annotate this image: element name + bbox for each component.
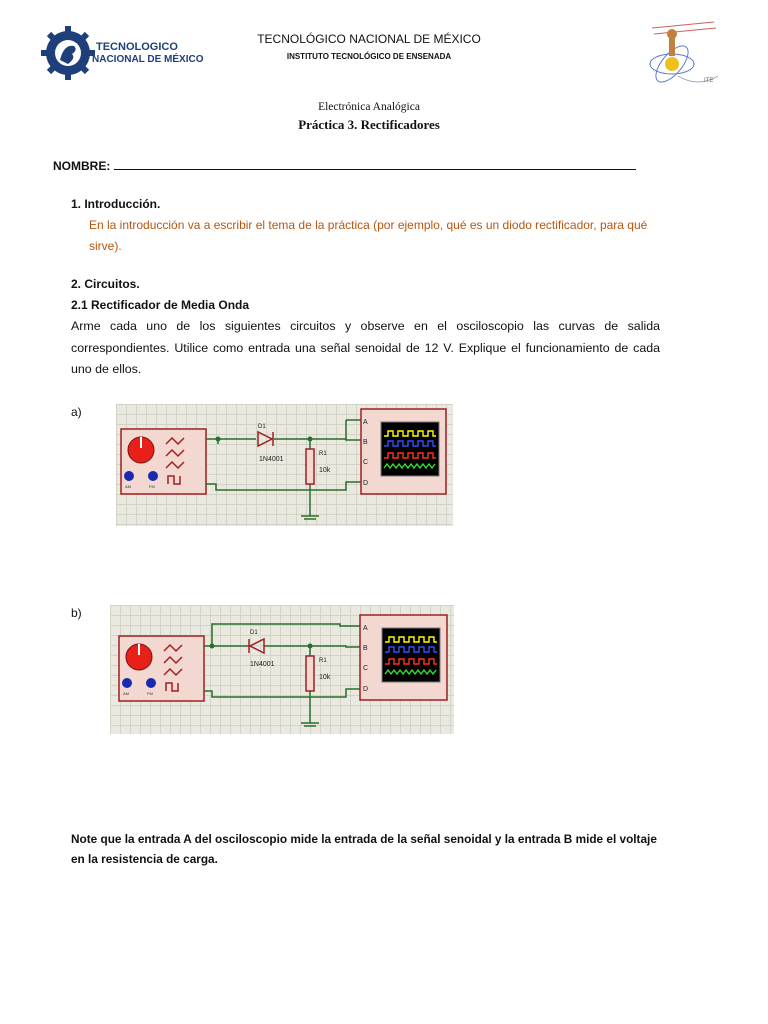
svg-text:C: C [363,665,369,672]
intro-text: En la introducción va a escribir el tema de la práctica (por ejemplo, qué es un diodo rectificador, para qué sirve). [89,218,648,253]
institution-name: TECNOLÓGICO NACIONAL DE MÉXICO [257,32,481,46]
diode-symbol [250,639,264,653]
diode-symbol [258,432,272,446]
svg-text:A: A [363,625,368,632]
diode-ref: D1 [250,630,258,636]
diode-part: 1N4001 [250,661,275,668]
svg-text:B: B [363,645,368,652]
resistor-value: 10k [319,467,331,474]
campus-name: INSTITUTO TECNOLÓGICO DE ENSENADA [286,52,452,61]
circuits-subheading: 2.1 Rectificador de Media Onda [71,298,250,312]
page-title: Práctica 3. Rectificadores [298,117,440,132]
name-field [53,158,636,173]
figure-b-label: b) [71,606,82,620]
name-blank-line [114,158,636,170]
circuits-heading: 2. Circuitos. [71,277,140,291]
svg-text:D: D [363,480,369,487]
svg-text:B: B [363,439,368,446]
logo-text-line1: TECNOLOGICO [96,41,178,53]
resistor-value: 10k [319,674,331,681]
course-name: Electrónica Analógica [318,101,420,113]
name-label: NOMBRE: [53,159,111,173]
circuit-a [116,404,453,526]
svg-text:D: D [363,686,369,693]
svg-text:AM: AM [123,691,129,696]
diode-ref: D1 [258,424,266,430]
resistor-ref: R1 [319,451,327,457]
ite-logo-text: ITE [704,78,714,84]
resistor-symbol [306,656,314,691]
svg-text:C: C [363,459,369,466]
resistor-symbol [306,449,314,484]
svg-text:FM: FM [147,691,153,696]
resistor-ref: R1 [319,658,327,664]
note-text: Note que la entrada A del osciloscopio mide la entrada de la señal senoidal y la entrada B mide el voltaje en la resistencia de carga. [71,832,657,866]
svg-text:AM: AM [125,484,131,489]
diode-part: 1N4001 [259,456,284,463]
intro-heading: 1. Introducción. [71,197,161,211]
logo-text-line2: NACIONAL DE MÉXICO [92,54,204,65]
svg-text:A: A [363,419,368,426]
svg-text:FM: FM [149,484,155,489]
figure-a-label: a) [71,405,82,419]
circuits-instructions: Arme cada uno de los siguientes circuitos y observe en el osciloscopio las curvas de salida correspondientes. Utilice como entrada una señal senoidal de 12 V. Explique el funcionamiento de cada uno de ellos. [71,319,660,376]
circuit-b [110,605,454,734]
